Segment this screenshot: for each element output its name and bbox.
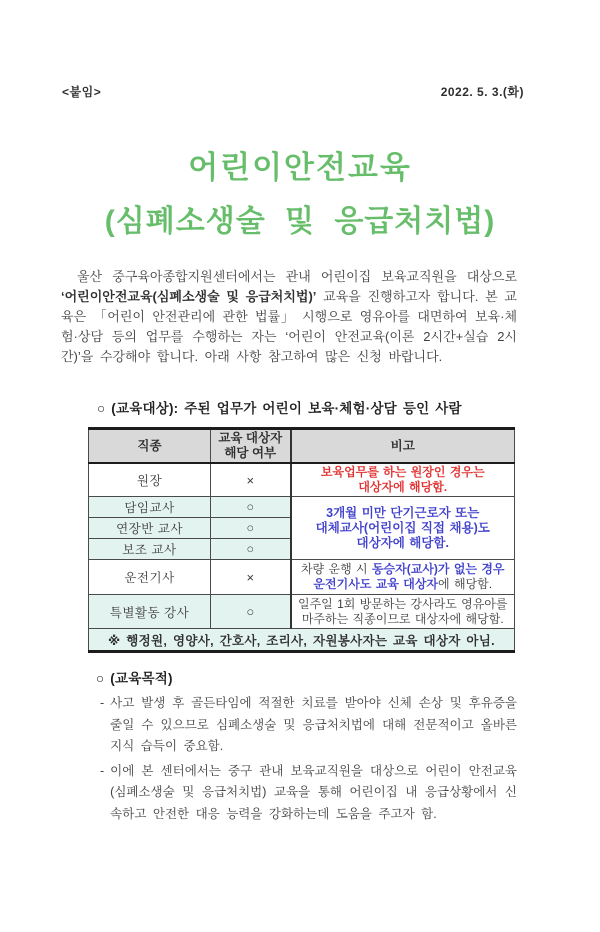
list-item	[100, 693, 517, 758]
col-header-eligible-line2: 해당 여부	[224, 446, 277, 460]
table-footnote-row	[89, 629, 515, 652]
purpose-bullet-list	[100, 693, 517, 825]
education-purpose-heading: ○ (교육목적)	[96, 671, 173, 686]
job-homeroom-teacher: 담임교사	[89, 497, 211, 518]
intro-text-before: 울산 중구육아종합지원센터에서는 관내 어린이집 보육교직원을 대상으로	[77, 269, 517, 284]
job-extended-class-teacher: 연장반 교사	[89, 518, 211, 539]
remark-special-activity-instructor	[291, 595, 515, 629]
remark-driver-line1	[294, 562, 513, 577]
remark-teachers-merged	[291, 497, 515, 560]
intro-text-bold: ‘어린이안전교육(심폐소생술 및 응급처치법)’	[61, 289, 317, 304]
table-header-row	[89, 429, 515, 464]
job-assistant-teacher: 보조 교사	[89, 539, 211, 560]
job-special-activity-instructor: 특별활동 강사	[89, 595, 211, 629]
intro-paragraph	[61, 267, 517, 367]
attachment-label: <붙임>	[62, 85, 102, 99]
title-line-1: 어린이안전교육	[188, 150, 412, 185]
mark-homeroom-teacher: ○	[211, 497, 291, 518]
col-header-eligible-line1: 교육 대상자	[218, 431, 283, 445]
table-footnote: ※ 행정원, 영양사, 간호사, 조리사, 자원봉사자는 교육 대상자 아님.	[89, 629, 515, 652]
remark-driver-l2-blue: 운전기사도 교육 대상자	[313, 577, 439, 591]
mark-special-activity-instructor: ○	[211, 595, 291, 629]
mark-assistant-teacher: ○	[211, 539, 291, 560]
title-line-2: (심폐소생술 및 응급처치법)	[104, 205, 496, 238]
document-topbar	[62, 83, 524, 100]
table-row-driver	[89, 560, 515, 595]
remark-driver-line2	[294, 577, 513, 592]
remark-teachers-line1: 3개월 미만 단기근로자 또는	[326, 505, 480, 520]
table-row-homeroom-teacher	[89, 497, 515, 518]
intro-text-after: 교육을 진행하고자 합니다. 본 교육은 「어린이 안전관리에 관한 법률」 시행으로 영유아를 대면하여 보육·체험·상담 등의 업무를 수행하는 자는 ‘어린이 안전교육(이론 2시간+실습 2시간)’을 수강해야 합니다. 아래 사항 참고하여 많은 신청 바랍니다.	[61, 289, 517, 364]
remark-driver-l1-blue: 동승자(교사)가 없는 경우	[371, 562, 505, 576]
remark-director-line2: 대상자에 해당함.	[358, 480, 448, 494]
job-director: 원장	[89, 463, 211, 497]
remark-special-line1: 일주일 1회 방문하는 강사라도 영유아를	[298, 596, 508, 611]
remark-director	[291, 463, 515, 497]
purpose-bullet-1: 사고 발생 후 골든타임에 적절한 치료를 받아야 신체 손상 및 후유증을 줄일 수 있으므로 심폐소생술 및 응급처치법에 대해 전문적이고 올바른 지식 습득이 중요함.	[110, 696, 517, 753]
document-page	[0, 83, 600, 932]
remark-special-line2: 마주하는 직종이므로 대상자에 해당함.	[301, 611, 504, 626]
col-header-remark: 비고	[291, 429, 515, 464]
remark-driver-l1-black: 차량 운행 시	[300, 562, 368, 576]
job-driver: 운전기사	[89, 560, 211, 595]
remark-teachers-line3: 대상자에 해당함.	[356, 535, 449, 550]
education-target-table	[88, 427, 515, 653]
col-header-job: 직종	[89, 429, 211, 464]
mark-extended-class-teacher: ○	[211, 518, 291, 539]
education-target-heading: ○ (교육대상): 주된 업무가 어린이 보육·체험·상담 등인 사람	[97, 401, 462, 416]
purpose-bullet-2: 이에 본 센터에서는 중구 관내 보육교직원을 대상으로 어린이 안전교육(심폐소생술 및 응급처치법) 교육을 통해 어린이집 내 응급상황에서 신속하고 안전한 대응 능력을 강화하는데 도움을 주고자 함.	[110, 763, 517, 821]
bullet-dash: -	[100, 696, 105, 710]
mark-director: ×	[211, 463, 291, 497]
remark-driver-l2-black: 에 해당함.	[438, 577, 493, 591]
table-row-special-activity-instructor	[89, 595, 515, 629]
table-row-director	[89, 463, 515, 497]
remark-driver	[291, 560, 515, 595]
document-date: 2022. 5. 3.(화)	[440, 85, 524, 99]
bullet-dash: -	[100, 763, 105, 778]
remark-director-line1: 보육업무를 하는 원장인 경우는	[320, 465, 485, 479]
col-header-eligible	[211, 429, 291, 464]
remark-teachers-line2: 대체교사(어린이집 직접 채용)도	[315, 520, 490, 535]
document-title	[0, 142, 600, 240]
list-item	[100, 761, 517, 826]
mark-driver: ×	[211, 560, 291, 595]
